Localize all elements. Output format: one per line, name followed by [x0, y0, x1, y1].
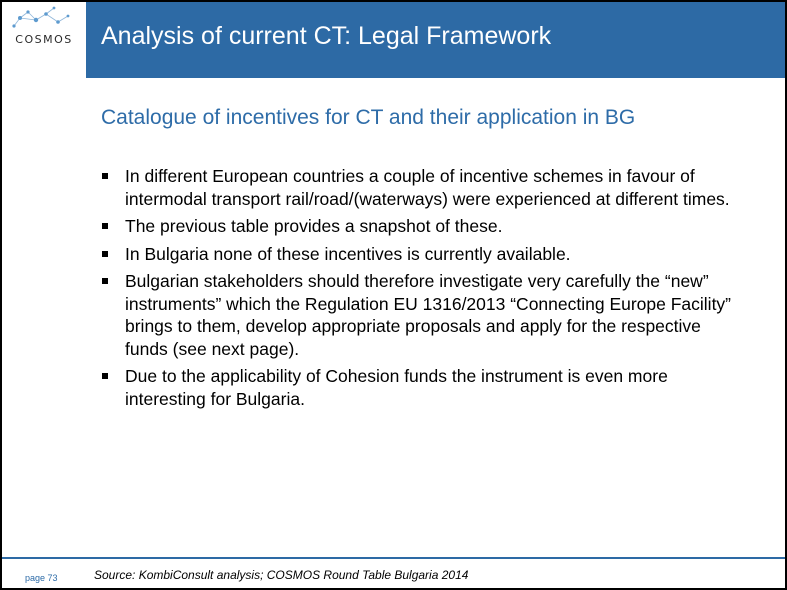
bullet-list — [100, 165, 740, 415]
section-subtitle: Catalogue of incentives for CT and their application in BG — [101, 106, 636, 129]
bullet-square-icon — [102, 278, 108, 284]
bullet-text: The previous table provides a snapshot of these. — [125, 216, 503, 236]
page-title: Analysis of current CT: Legal Framework — [101, 22, 552, 50]
bullet-item — [100, 270, 740, 360]
bullet-text: Bulgarian stakeholders should therefore investigate very carefully the “new” instruments” which the Regulation EU 1316/2013 “Connecting Europe Facility” brings to them, develop appropriate proposals and apply for the respective funds (see next page). — [125, 271, 732, 359]
header-bar — [2, 2, 785, 78]
bullet-item — [100, 243, 740, 266]
bullet-text: In different European countries a couple of incentive schemes in favour of intermodal transport rail/road/(waterways) were experienced at different times. — [125, 166, 730, 209]
bullet-square-icon — [102, 251, 108, 257]
constellation-logo-icon — [6, 4, 82, 34]
bullet-text: Due to the applicability of Cohesion funds the instrument is even more interesting for Bulgaria. — [125, 366, 668, 409]
bullet-square-icon — [102, 373, 108, 379]
logo-text: COSMOS — [15, 33, 73, 46]
source-note: Source: KombiConsult analysis; COSMOS Round Table Bulgaria 2014 — [94, 568, 469, 582]
footer-divider — [2, 557, 785, 559]
page-number: page 73 — [25, 573, 58, 583]
bullet-item — [100, 215, 740, 238]
bullet-square-icon — [102, 173, 108, 179]
bullet-item — [100, 365, 740, 410]
bullet-square-icon — [102, 223, 108, 229]
logo — [2, 2, 86, 78]
bullet-text: In Bulgaria none of these incentives is currently available. — [125, 243, 571, 264]
bullet-item — [100, 165, 740, 210]
